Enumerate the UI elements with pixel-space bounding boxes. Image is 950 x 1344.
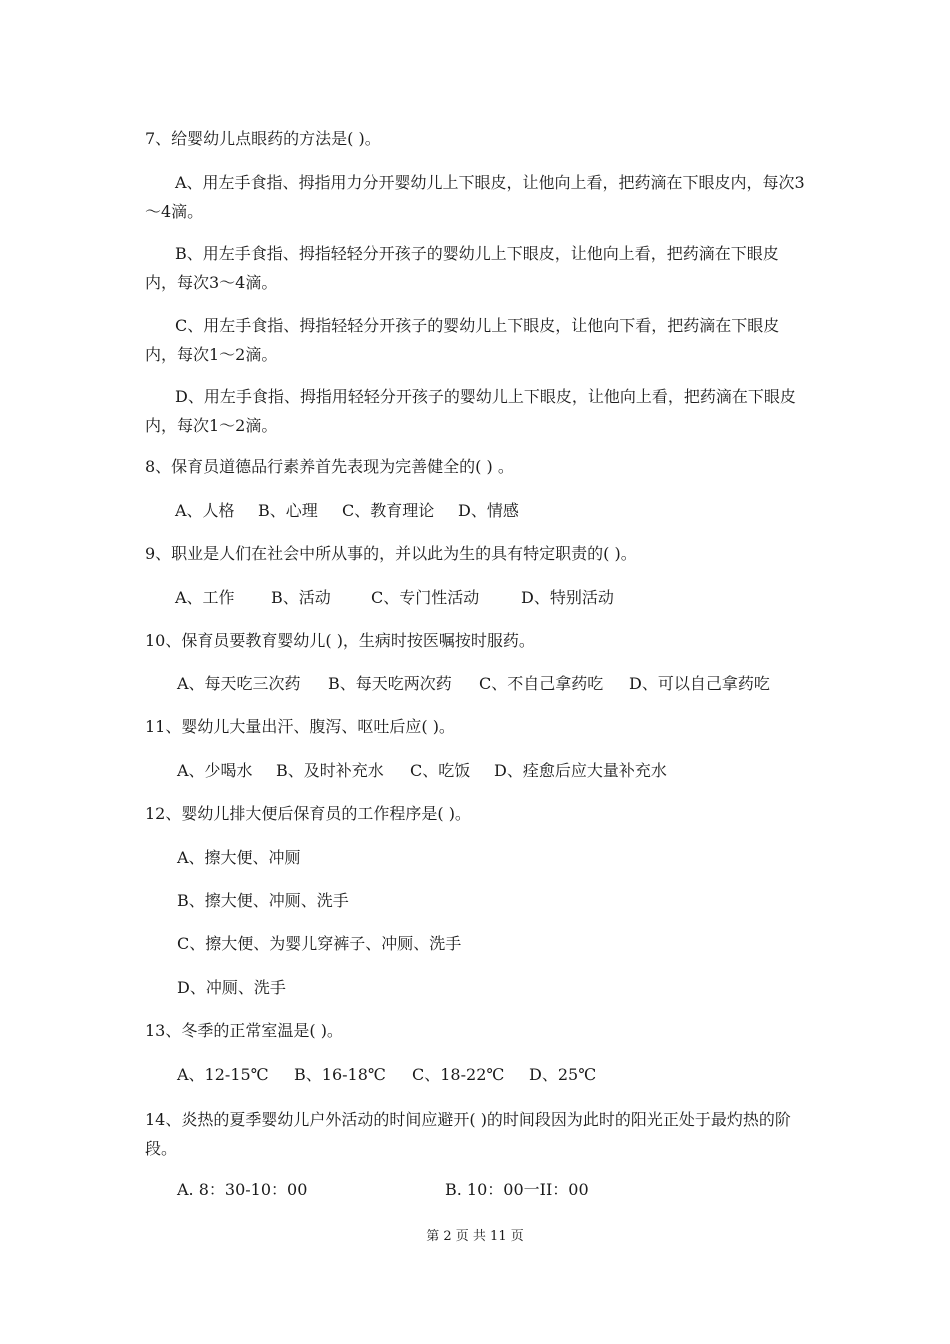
question-9-option-a: A、工作 [175,588,235,607]
question-14-options [177,1179,847,1201]
question-8-option-b: B、心理 [258,501,318,520]
question-14-option-b: B. 10：00一II：00 [445,1180,589,1199]
question-9-options [175,587,845,609]
question-7-option-d: D、用左手食指、拇指用轻轻分开孩子的婴幼儿上下眼皮，让他向上看，把药滴在下眼皮内，每次1～2滴。 [145,387,796,435]
question-12-option-a: A、擦大便、冲厕 [177,848,301,867]
question-8-option-a: A、人格 [175,501,235,520]
question-8-option-c: C、教育理论 [342,501,435,520]
question-10-options [177,673,847,695]
question-11-options [177,760,847,782]
question-10-option-b: B、每天吃两次药 [328,674,452,693]
question-7-option-c: C、用左手食指、拇指轻轻分开孩子的婴幼儿上下眼皮，让他向下看，把药滴在下眼皮内，每次1～2滴。 [145,316,780,364]
question-11-option-b: B、及时补充水 [276,761,384,780]
question-11-option-a: A、少喝水 [177,761,253,780]
question-9-option-c: C、专门性活动 [371,588,480,607]
question-11-stem: 11、婴幼儿大量出汗、腹泻、呕吐后应( )。 [145,717,455,736]
question-12-option-c: C、擦大便、为婴儿穿裤子、冲厕、洗手 [177,934,462,953]
question-14-stem: 14、炎热的夏季婴幼儿户外活动的时间应避开( )的时间段因为此时的阳光正处于最灼热的阶段。 [145,1110,791,1158]
question-13-option-a: A、12-15℃ [177,1065,269,1084]
page-number-footer: 第 2 页 共 11 页 [426,1229,524,1244]
question-13-option-d: D、25℃ [529,1065,597,1084]
question-13-stem: 13、冬季的正常室温是( )。 [145,1021,343,1040]
question-8-option-d: D、情感 [458,501,519,520]
question-14-option-a: A. 8：30-10：00 [177,1180,308,1199]
question-8-stem: 8、保育员道德品行素养首先表现为完善健全的( ) 。 [145,457,514,476]
question-13-options [177,1064,847,1086]
question-10-option-d: D、可以自己拿药吃 [629,674,770,693]
question-10-stem: 10、保育员要教育婴幼儿( )，生病时按医嘱按时服药。 [145,631,535,650]
question-13-option-b: B、16-18℃ [294,1065,386,1084]
question-7-stem: 7、给婴幼儿点眼药的方法是( )。 [145,129,381,148]
question-12-option-d: D、冲厕、洗手 [177,978,286,997]
question-9-stem: 9、职业是人们在社会中所从事的，并以此为生的具有特定职责的( )。 [145,544,637,563]
question-13-option-c: C、18-22℃ [412,1065,505,1084]
question-7-option-b: B、用左手食指、拇指轻轻分开孩子的婴幼儿上下眼皮，让他向上看，把药滴在下眼皮内，每次3～4滴。 [145,244,779,292]
question-9-option-d: D、特别活动 [521,588,614,607]
question-8-options [175,500,845,522]
question-12-option-b: B、擦大便、冲厕、洗手 [177,891,349,910]
question-11-option-d: D、痊愈后应大量补充水 [494,761,667,780]
question-9-option-b: B、活动 [271,588,331,607]
question-11-option-c: C、吃饭 [410,761,471,780]
question-10-option-c: C、不自己拿药吃 [479,674,604,693]
question-7-option-a: A、用左手食指、拇指用力分开婴幼儿上下眼皮，让他向上看，把药滴在下眼皮内，每次3～4滴。 [145,173,805,221]
question-12-stem: 12、婴幼儿排大便后保育员的工作程序是( )。 [145,804,471,823]
question-10-option-a: A、每天吃三次药 [177,674,301,693]
